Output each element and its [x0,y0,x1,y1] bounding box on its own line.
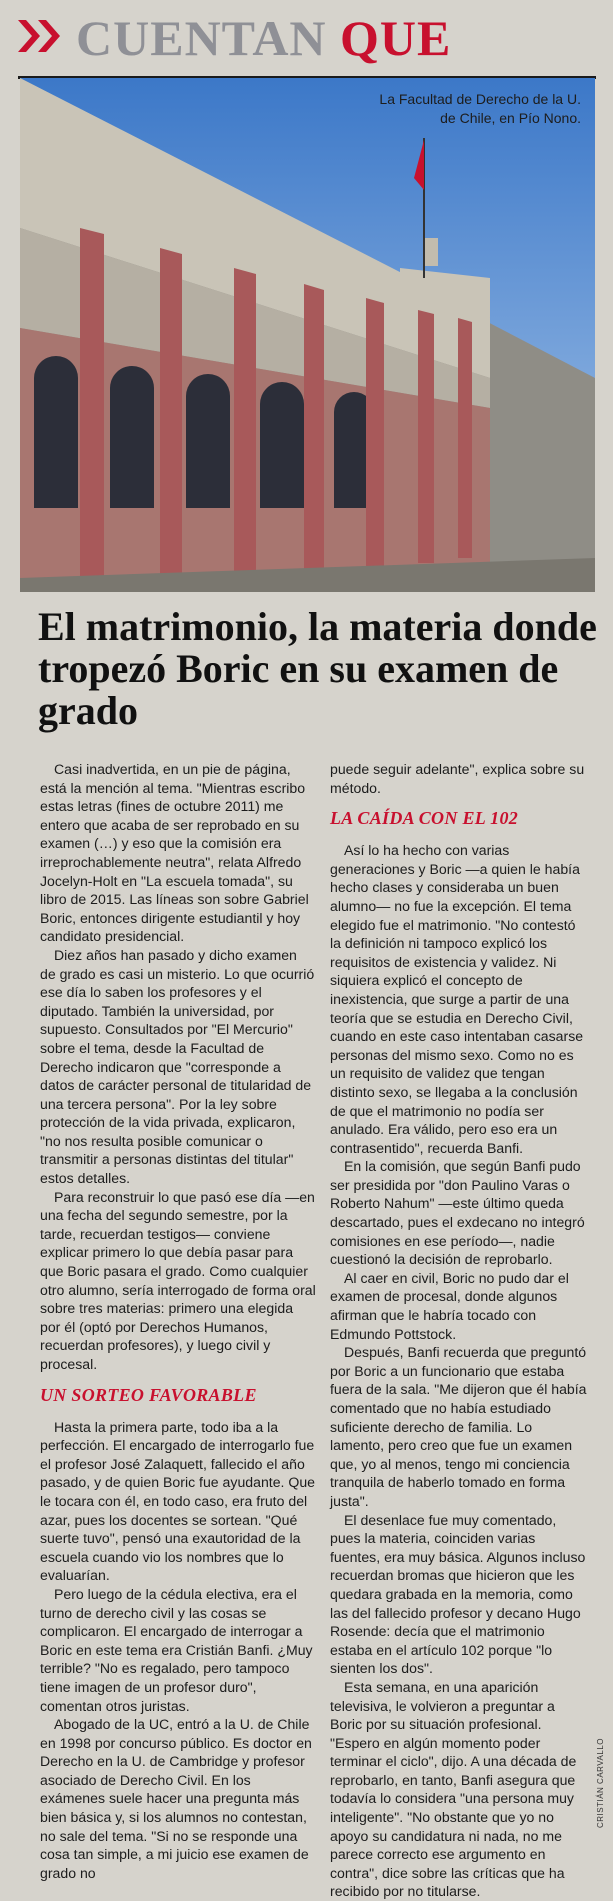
paragraph: Hasta la primera parte, todo iba a la perfección. El encargado de interrogarlo fue el profesor José Zalaquett, fallecido el año pasado, y de quien Boric fue ayudante. Que le tocara con él, en todo caso, era fruto del azar, pues los docentes se sortean. "Qué suerte tuvo", pensó una exautoridad de la escuela cuando vio los nombres que lo evaluarían. [40,1418,316,1584]
paragraph: Esta semana, en una aparición televisiva, le volvieron a preguntar a Boric por su situación profesional. "Espero en algún momento poder terminar el ciclo", dijo. A una década de reprobarlo, en tanto, Banfi asegura que todavía lo considera "una persona muy inteligente". "No obstante que yo no apoyo su candidatura ni nada, no me parece correcto ese argumento en contra", dice sobre las críticas que ha recibido por no titularse. [330,1678,577,1900]
subhead-caida: LA CAÍDA CON EL 102 [330,808,519,829]
article-column-right [330,760,588,1901]
paragraph: En la comisión, que según Banfi pudo ser presidida por "don Paulino Varas o Roberto Nahum" —este último queda descartado, pues el exdecano no integró comisiones en ese período—, nadie cuestionó la decisión de reprobarlo. [330,1158,585,1268]
double-chevron-icon [18,14,66,58]
paragraph: Diez años han pasado y dicho examen de grado es casi un misterio. Lo que ocurrió ese día lo saben los profesores y el diputado. También la universidad, por supuesto. Consultados por "El Mercurio" sobre el tema, desde la Facultad de Derecho indicaron que "corresponde a datos de carácter personal de titularidad de una tercera persona". Por la ley sobre protección de la vida privada, explicaron, "no nos resulta posible comunicar o transmitir a personas distintas del titular" estos detalles. [40,946,315,1187]
paragraph: Abogado de la UC, entró a la U. de Chile en 1998 por concurso público. Es doctor en Derecho en la U. de Cambridge y profesor asociado de Derecho Civil. En los exámenes suele hacer una pregunta más bien básica y, si los alumnos no contestan, no sale del tema. "Si no se responde una cosa tan simple, a mi juicio ese examen de grado no [40,1716,312,1881]
article-headline: El matrimonio, la materia donde tropezó Boric en su examen de grado [38,604,597,733]
paragraph: Al caer en civil, Boric no pudo dar el examen de procesal, donde algunos afirman que le habría tocado con Edmundo Pottstock. [330,1269,569,1342]
paragraph: Casi inadvertida, en un pie de página, está la mención al tema. "Mientras escribo estas letras (fines de octubre 2011) me entero que acaba de ser reprobado en su examen (…) y eso que la comisión era irreprochablemente neutra", relata Alfredo Jocelyn-Holt en "La escuela tomada", su libro de 2015. Las líneas son sobre Gabriel Boric, entonces dirigente estudiantil y hoy candidato presidencial. [40,761,309,945]
paragraph: Pero luego de la cédula electiva, era el turno de derecho civil y las cosas se complicaron. El encargado de interrogar a Boric en este tema era Cristián Banfi. ¿Muy terrible? "No es regalado, pero tampoco tiene imagen de un profesor duro", comentan otros juristas. [40,1585,313,1714]
section-title-word2: QUE [340,10,452,66]
paragraph: Así lo ha hecho con varias generaciones y Boric —a quien le había hecho clases y consideraba un buen alumno— no fue la excepción. El tema elegido fue el matrimonio. "No contestó la definición ni tampoco explicó los requisitos de existencia y validez. Ni siquiera explicó el concepto de inexistencia, que surge a partir de una teoría que se estudia en Derecho Civil, cuando en este caso intentaban casarse personas del mismo sexo. Como no es un requisito de validez que tengan distinto sexo, se llegaba a la conclusión de que el matrimonio no podía ser anulado. Era válido, pero eso era un contrasentido", recuerda Banfi. [330,842,584,1156]
article-column-left [40,760,316,1882]
paragraph: Para reconstruir lo que pasó ese día —en una fecha del segundo semestre, por la tarde, recuerdan testigos— conviene explicar primero lo que debía pasar para que Boric pasara el grado. Como cualquier otro alumno, sería interrogado de forma oral sobre tres materias: primero una elegida por él (optó por Derechos Humanos, recuerdan profesores), y luego civil y procesal. [40,1188,316,1372]
photo-credit: CRISTIÁN CARVALLO [596,1737,605,1828]
paragraph: Después, Banfi recuerda que preguntó por Boric a un funcionario que estaba fuera de la sala. "Me dijeron que él había comentado que no había estudiado suficiente derecho de familia. Lo lamento, pero creo que fue un examen que, yo al menos, tengo mi conciencia tranquila de haberlo tomado en forma justa". [330,1344,587,1509]
section-header [0,0,613,72]
paragraph-continued: puede seguir adelante", explica sobre su método. [330,761,585,796]
photo-caption: La Facultad de Derecho de la U. de Chile, en Pío Nono. [379,91,581,126]
paragraph: El desenlace fue muy comentado, pues la materia, coinciden varias fuentes, era muy básica. Algunos incluso recuerdan bromas que hicieron que les quedara grabada en la memoria, como las del fallecido profesor y decano Hugo Rosende: decía que el matrimonio estaba en el artículo 102 porque "lo sienten los dos". [330,1511,586,1677]
section-title [76,10,451,66]
faculty-building-illustration [20,78,595,592]
subhead-sorteo: UN SORTEO FAVORABLE [40,1384,257,1405]
section-title-word1: CUENTAN [76,10,327,66]
building-photo [20,78,595,592]
